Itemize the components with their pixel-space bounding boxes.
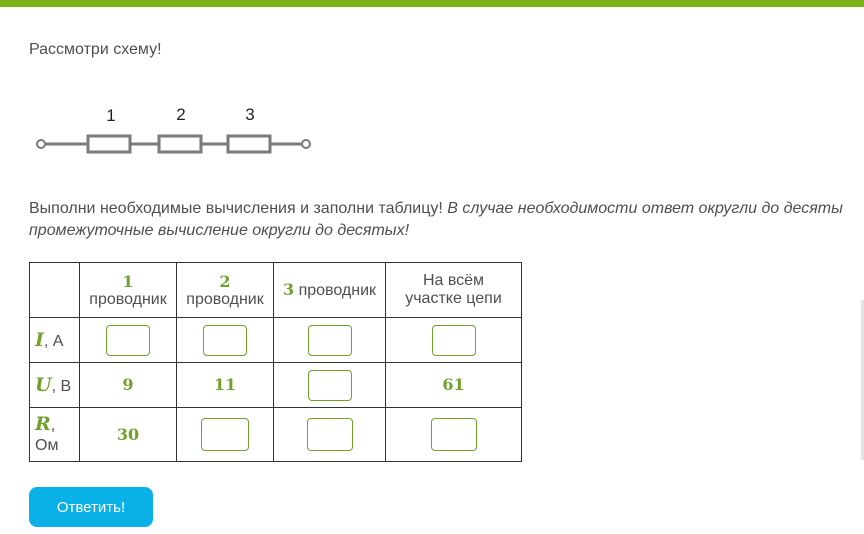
header-conductor-1 [80,263,177,318]
circuit-svg [30,98,330,158]
voltage-unit: , В [51,378,72,395]
hint-text-1: В случае необходимости ответ округли до десяты [447,200,843,217]
terminal-right [302,140,310,148]
input-resistance-2[interactable] [201,418,249,451]
top-accent-bar [0,0,864,7]
cell-resistance-total [386,408,522,462]
resistor-2 [159,136,201,152]
cell-voltage-3 [274,363,386,408]
table-row-current [30,318,522,363]
voltage-variable: U [35,374,52,396]
header-whole-circuit [386,263,522,318]
cell-current-2 [177,318,274,363]
resistor-1 [88,136,130,152]
table-header-row [30,263,522,318]
header-conductor-1-number: 1 [122,271,134,291]
cell-voltage-2 [177,363,274,408]
terminal-left [37,140,45,148]
circuit-diagram [30,98,330,163]
cell-voltage-1 [80,363,177,408]
resistor-3 [228,136,270,152]
resistance-variable: R [35,412,51,435]
input-current-total[interactable] [432,325,476,356]
resistance-1-value: 30 [116,424,140,444]
task-prompt: Рассмотри схему! [29,41,162,58]
row-head-current [30,318,80,363]
voltage-2-value: 11 [213,375,237,394]
corner-cell [30,263,80,318]
current-unit: , А [43,333,64,350]
cell-current-3 [274,318,386,363]
input-current-2[interactable] [203,325,247,356]
header-conductor-3-text: проводник [294,282,377,299]
instructions [29,198,864,242]
header-whole-circuit-line-2: участке цепи [405,290,502,307]
input-current-1[interactable] [106,325,150,356]
header-whole-circuit-line-1: На всём [422,272,485,289]
resistance-unit: Ом [35,436,59,454]
row-head-resistance [30,408,80,462]
submit-answer-button[interactable]: Ответить! [29,487,153,527]
voltage-1-value: 9 [122,375,134,394]
input-resistance-total[interactable] [431,418,477,451]
cell-resistance-1 [80,408,177,462]
voltage-total-value: 61 [442,375,465,394]
cell-resistance-3 [274,408,386,462]
header-conductor-3-number: 3 [282,280,295,299]
input-current-3[interactable] [308,325,352,356]
row-head-voltage [30,363,80,408]
instruction-text: Выполни необходимые вычисления и заполни таблицу! [29,200,448,217]
header-conductor-1-text: проводник [89,290,167,308]
input-voltage-3[interactable] [308,370,352,401]
cell-current-1 [80,318,177,363]
cell-resistance-2 [177,408,274,462]
resistor-3-label: 3 [245,105,255,124]
answer-table [29,262,522,462]
resistance-comma: , [50,416,56,434]
resistor-1-label: 1 [106,106,116,125]
resistor-2-label: 2 [176,105,186,124]
header-conductor-2 [177,263,274,318]
cell-voltage-total [386,363,522,408]
current-variable: I [35,329,44,351]
header-conductor-2-text: проводник [186,290,264,308]
table-row-resistance [30,408,522,462]
header-conductor-3 [274,263,386,318]
header-conductor-2-number: 2 [219,271,231,291]
input-resistance-3[interactable] [307,418,353,451]
table-row-voltage [30,363,522,408]
hint-text-2: промежуточные вычисление округли до десятых! [29,222,410,239]
instructions-line-1 [29,198,864,220]
cell-current-total [386,318,522,363]
